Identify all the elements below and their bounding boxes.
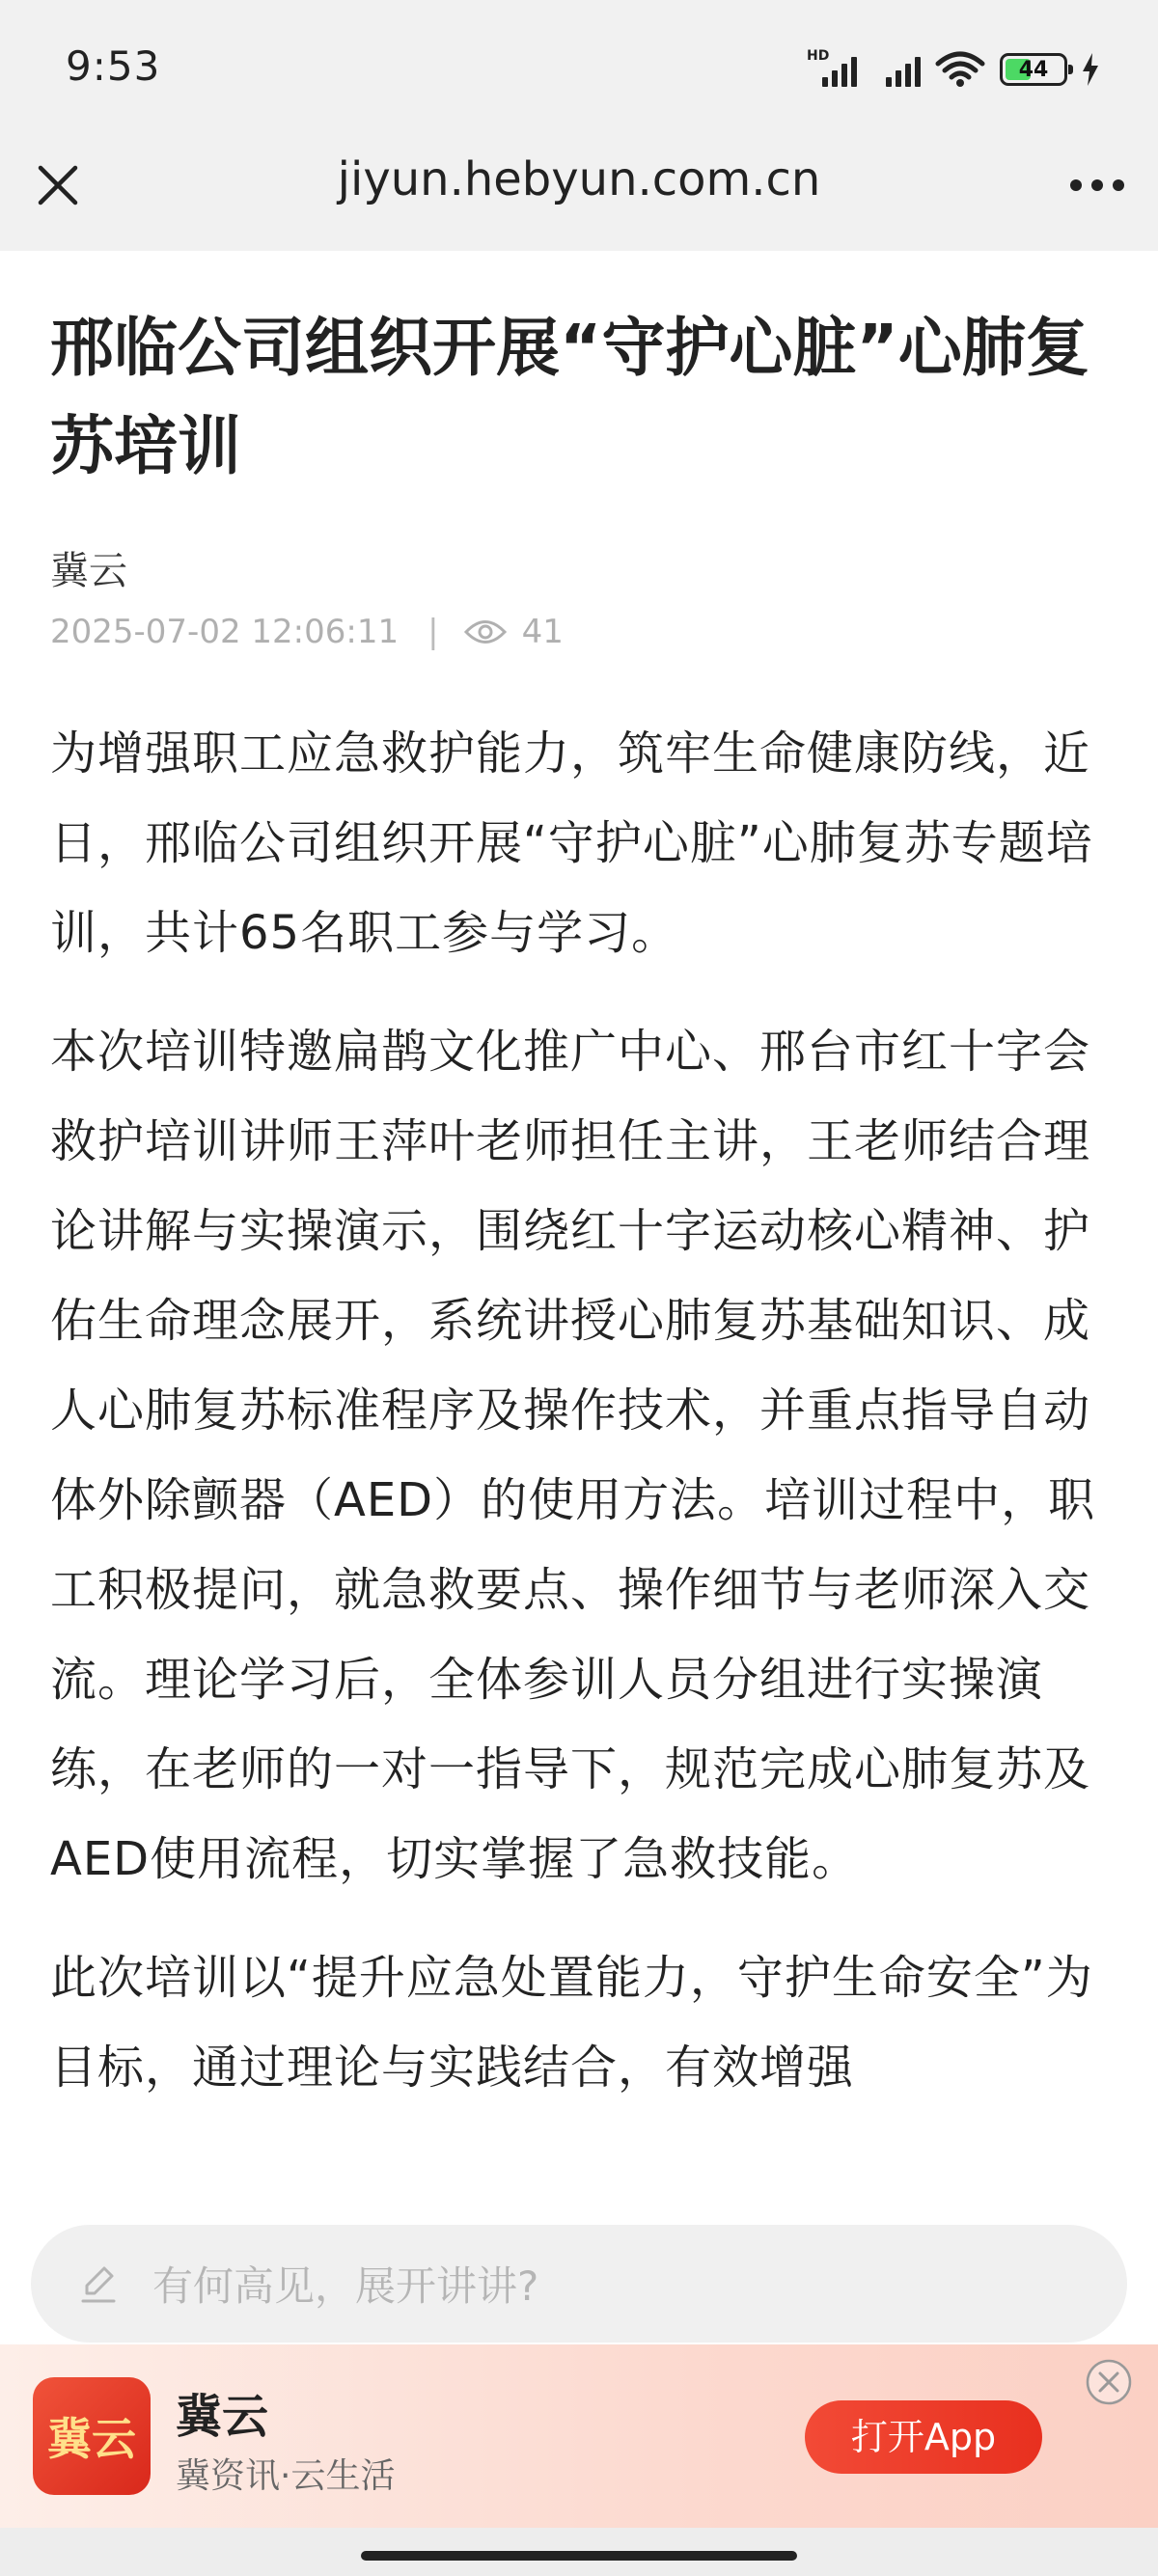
- browser-toolbar: [0, 135, 1158, 251]
- article-title: 邢临公司组织开展“守护心脏”心肺复苏培训: [50, 311, 1089, 483]
- app-logo: 冀云: [33, 2377, 151, 2495]
- eye-icon: [464, 617, 507, 646]
- app-slogan: 冀资讯·云生活: [176, 2456, 396, 2496]
- wifi-icon: [934, 50, 986, 89]
- comment-placeholder: 有何高见，展开讲讲?: [152, 2262, 539, 2310]
- signal-icon: [870, 50, 921, 89]
- article-paragraph: 此次培训以“提升应急处置能力，守护生命安全”为目标，通过理论与实践结合，有效增强: [50, 1951, 1093, 2095]
- battery-level: 44: [1018, 57, 1049, 82]
- charging-icon: [1081, 53, 1100, 86]
- article-paragraph: 为增强职工应急救护能力，筑牢生命健康防线，近日，邢临公司组织开展“守护心脏”心肺复苏专题培训，共计65名职工参与学习。: [50, 726, 1093, 960]
- status-icons: [807, 46, 1100, 93]
- gesture-area: [0, 2528, 1158, 2576]
- article-meta: [50, 608, 564, 656]
- page-url: jiyun.hebyun.com.cn: [337, 152, 821, 206]
- network-hd-label: HD: [807, 48, 830, 64]
- status-time: 9:53: [66, 42, 161, 90]
- app-download-banner[interactable]: [0, 2344, 1158, 2528]
- close-icon[interactable]: [1083, 2356, 1135, 2408]
- open-app-button[interactable]: 打开App: [805, 2400, 1042, 2474]
- close-icon[interactable]: [29, 156, 87, 214]
- article-body: [50, 709, 1112, 2195]
- pencil-icon: [73, 2259, 124, 2309]
- comment-bar: [0, 2190, 1158, 2344]
- home-indicator[interactable]: [361, 2551, 797, 2561]
- comment-input[interactable]: [31, 2225, 1127, 2343]
- view-count: 41: [521, 613, 564, 651]
- status-bar: [0, 0, 1158, 135]
- article-paragraph: 本次培训特邀扁鹊文化推广中心、邢台市红十字会救护培训讲师王萍叶老师担任主讲，王老师结合理论讲解与实操演示，围绕红十字运动核心精神、护佑生命理念展开，系统讲授心肺复苏基础知识、成人心肺复苏标准程序及操作技术，并重点指导自动体外除颤器（AED）的使用方法。培训过程中，职工积极提问，就急救要点、操作细节与老师深入交流。理论学习后，全体参训人员分组进行实操演练，在老师的一对一指导下，规范完成心肺复苏及AED使用流程，切实掌握了急救技能。: [50, 1025, 1096, 1886]
- battery-icon: [1000, 53, 1067, 86]
- more-icon[interactable]: [1063, 156, 1131, 214]
- article-source[interactable]: 冀云: [50, 549, 127, 593]
- app-name: 冀云: [176, 2390, 269, 2444]
- publish-datetime: 2025-07-02 12:06:11: [50, 613, 400, 651]
- meta-separator: |: [427, 613, 439, 651]
- signal-icon: [807, 50, 857, 89]
